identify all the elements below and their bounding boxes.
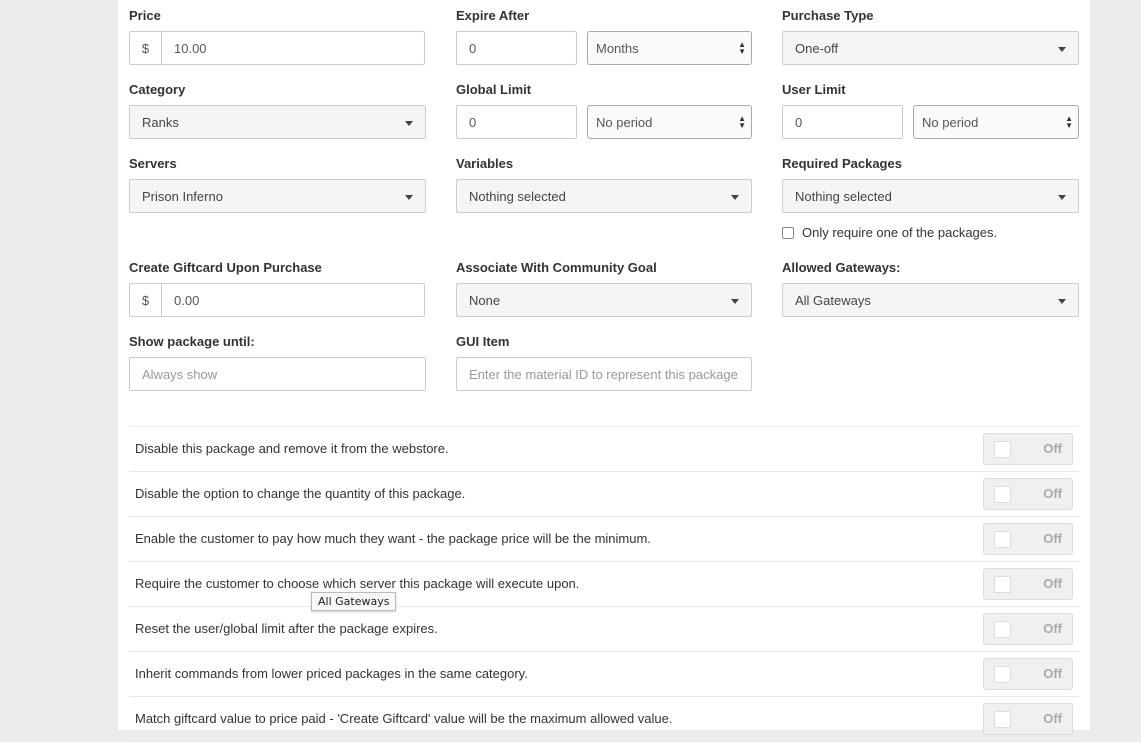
variables-select[interactable] [456,179,752,213]
toggle-state: Off [1043,531,1062,546]
toggle-state: Off [1043,441,1062,456]
show-until-label: Show package until: [129,334,255,349]
user-limit-label: User Limit [782,82,846,97]
required-packages-value: Nothing selected [795,188,892,204]
user-limit-period-value: No period [922,114,979,130]
caret-down-icon [405,195,413,200]
only-require-one-label: Only require one of the packages. [802,225,998,240]
expire-unit-value: Months [596,40,639,56]
toggle-state: Off [1043,666,1062,681]
global-limit-input[interactable]: 0 [456,105,577,139]
option-label: Enable the customer to pay how much they want - the package price will be the minimum. [135,531,651,546]
caret-down-icon [405,121,413,126]
toggle-switch[interactable] [983,433,1073,465]
required-packages-label: Required Packages [782,156,902,171]
purchase-type-select[interactable] [782,31,1079,65]
allowed-gateways-label: Allowed Gateways: [782,260,901,275]
option-row [129,427,1079,472]
variables-value: Nothing selected [469,188,566,204]
option-row [129,697,1079,742]
price-currency-addon: $ [129,31,162,65]
toggle-knob [994,486,1011,503]
user-limit-input[interactable]: 0 [782,105,903,139]
toggle-switch[interactable] [983,478,1073,510]
community-goal-value: None [469,292,501,308]
toggle-switch[interactable] [983,568,1073,600]
toggle-switch[interactable] [983,703,1073,735]
global-limit-period-select[interactable] [587,105,752,139]
giftcard-label: Create Giftcard Upon Purchase [129,260,322,275]
toggle-state: Off [1043,711,1062,726]
option-row [129,562,1079,607]
toggle-switch[interactable] [983,613,1073,645]
updown-arrows-icon: ▲ ▼ [738,40,746,56]
toggle-state: Off [1043,576,1062,591]
user-limit-period-select[interactable] [913,105,1079,139]
allowed-gateways-select[interactable] [782,283,1079,317]
option-label: Disable this package and remove it from the webstore. [135,441,449,456]
toggle-knob [994,621,1011,638]
community-goal-label: Associate With Community Goal [456,260,657,275]
option-row [129,652,1079,697]
servers-value: Prison Inferno [142,188,223,204]
purchase-type-label: Purchase Type [782,8,874,23]
variables-label: Variables [456,156,514,171]
caret-down-icon [1058,195,1066,200]
giftcard-currency-addon: $ [129,283,162,317]
toggle-knob [994,666,1011,683]
expire-after-label: Expire After [456,8,530,23]
toggle-state: Off [1043,621,1062,636]
option-label: Disable the option to change the quantity of this package. [135,486,466,501]
updown-arrows-icon: ▲ ▼ [1065,114,1073,130]
gui-item-input[interactable]: Enter the material ID to represent this package [456,357,752,391]
option-label: Require the customer to choose which server this package will execute upon. [135,576,580,591]
gui-item-label: GUI Item [456,334,510,349]
caret-down-icon [1058,299,1066,304]
toggle-knob [994,711,1011,728]
option-row [129,517,1079,562]
toggle-switch[interactable] [983,658,1073,690]
caret-down-icon [731,299,739,304]
only-require-one-checkbox[interactable] [782,227,794,239]
price-label: Price [129,8,161,23]
allowed-gateways-value: All Gateways [795,292,871,308]
option-label: Reset the user/global limit after the package expires. [135,621,438,636]
updown-arrows-icon: ▲ ▼ [738,114,746,130]
price-input[interactable]: 10.00 [161,31,425,65]
purchase-type-value: One-off [795,40,839,56]
option-row [129,472,1079,517]
show-until-input[interactable]: Always show [129,357,426,391]
category-select[interactable] [129,105,426,139]
caret-down-icon [731,195,739,200]
toggle-knob [994,576,1011,593]
category-value: Ranks [142,114,179,130]
category-label: Category [129,82,186,97]
giftcard-input[interactable]: 0.00 [161,283,425,317]
servers-label: Servers [129,156,177,171]
expire-unit-select[interactable] [587,31,752,65]
global-limit-label: Global Limit [456,82,532,97]
community-goal-select[interactable] [456,283,752,317]
global-limit-period-value: No period [596,114,653,130]
toggle-state: Off [1043,486,1062,501]
option-label: Match giftcard value to price paid - 'Create Giftcard' value will be the maximum allowed value. [135,711,673,726]
caret-down-icon [1058,47,1066,52]
option-label: Inherit commands from lower priced packages in the same category. [135,666,528,681]
toggle-knob [994,531,1011,548]
toggle-switch[interactable] [983,523,1073,555]
option-row [129,607,1079,652]
required-packages-select[interactable] [782,179,1079,213]
tooltip: All Gateways [311,592,396,611]
toggle-knob [994,441,1011,458]
expire-after-input[interactable]: 0 [456,31,577,65]
servers-select[interactable] [129,179,426,213]
